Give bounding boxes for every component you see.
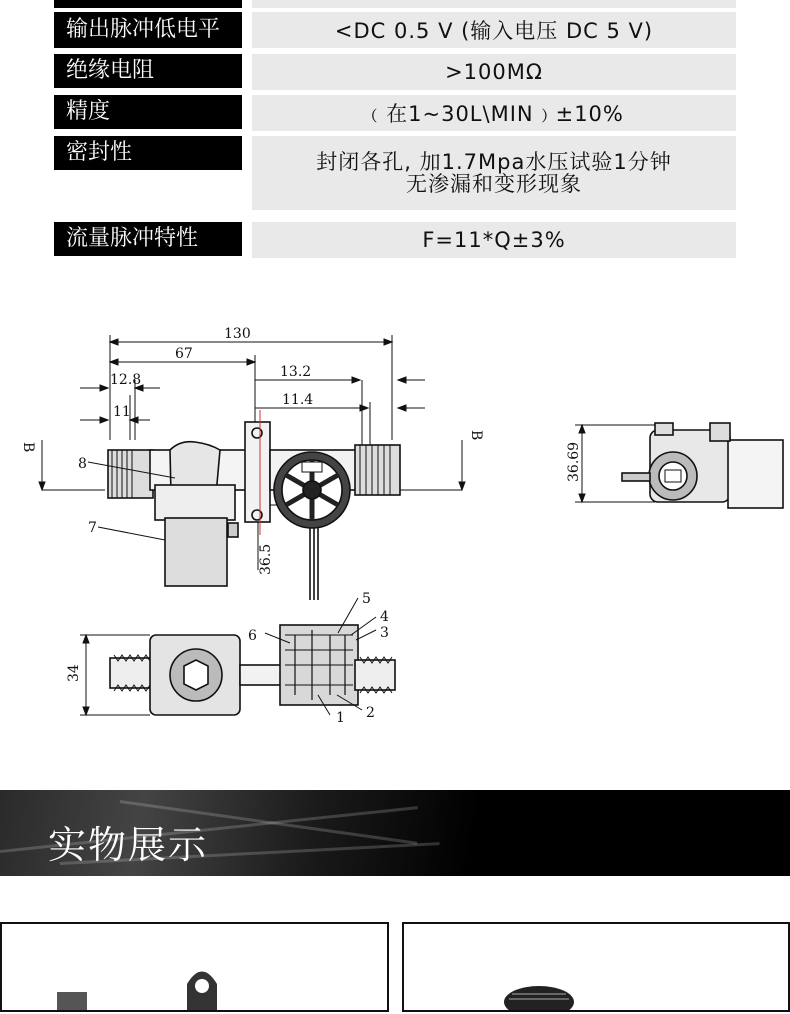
part-3: 3 <box>380 625 389 641</box>
spec-row-sealing <box>0 136 790 212</box>
spec-row-insulation <box>0 54 790 92</box>
spec-value <box>252 136 736 210</box>
section-view <box>110 598 395 715</box>
product-photo-right <box>402 922 790 1012</box>
part-4: 4 <box>380 609 389 625</box>
spec-row-output-low <box>0 12 790 50</box>
part-8: 8 <box>78 456 87 472</box>
dim-130: 130 <box>224 326 251 342</box>
dim-36-69: 36.69 <box>566 441 582 482</box>
dim-36-5: 36.5 <box>258 543 274 575</box>
spec-label: 精度 <box>54 95 242 129</box>
side-view-sensor <box>270 445 400 600</box>
spec-value: F=11*Q±3% <box>252 222 736 258</box>
part-5: 5 <box>362 591 371 607</box>
part-1: 1 <box>336 710 345 726</box>
product-photo-left-image <box>2 924 387 1010</box>
spec-row-pulse <box>0 222 790 260</box>
end-view <box>622 423 783 508</box>
spec-label: 输出脉冲低电平 <box>54 12 242 48</box>
spec-label-partial <box>54 0 242 8</box>
spec-value: ﹙在1~30L\MIN﹚±10% <box>252 95 736 131</box>
spec-label: 密封性 <box>54 136 242 170</box>
spec-label: 绝缘电阻 <box>54 54 242 88</box>
spec-value-line: 无渗漏和变形现象 <box>406 172 582 196</box>
spec-row-accuracy <box>0 95 790 133</box>
product-photo-right-image <box>404 924 788 1010</box>
spec-row-top-partial <box>0 0 790 10</box>
spec-value-partial <box>252 0 736 8</box>
side-view-valve <box>108 410 270 586</box>
spec-value: <DC 0.5 V (输入电压 DC 5 V) <box>252 12 736 48</box>
part-6: 6 <box>248 628 257 644</box>
section-banner <box>0 790 790 876</box>
dim-12-8: 12.8 <box>110 372 142 388</box>
technical-drawing <box>0 290 790 750</box>
product-photo-left <box>0 922 389 1012</box>
section-label-right: B <box>468 430 484 441</box>
dim-11-4: 11.4 <box>282 392 314 408</box>
dim-34: 34 <box>66 664 82 682</box>
part-2: 2 <box>366 705 375 721</box>
spec-label: 流量脉冲特性 <box>54 222 242 256</box>
section-label-left: B <box>20 442 36 453</box>
banner-title: 实物展示 <box>48 823 209 867</box>
dim-13-2: 13.2 <box>280 364 312 380</box>
part-7: 7 <box>88 520 97 536</box>
dim-67: 67 <box>175 346 193 362</box>
dim-11: 11 <box>113 404 131 420</box>
spec-value: >100MΩ <box>252 54 736 90</box>
spec-value-line: 封闭各孔, 加1.7Mpa水压试验1分钟 <box>316 150 672 174</box>
